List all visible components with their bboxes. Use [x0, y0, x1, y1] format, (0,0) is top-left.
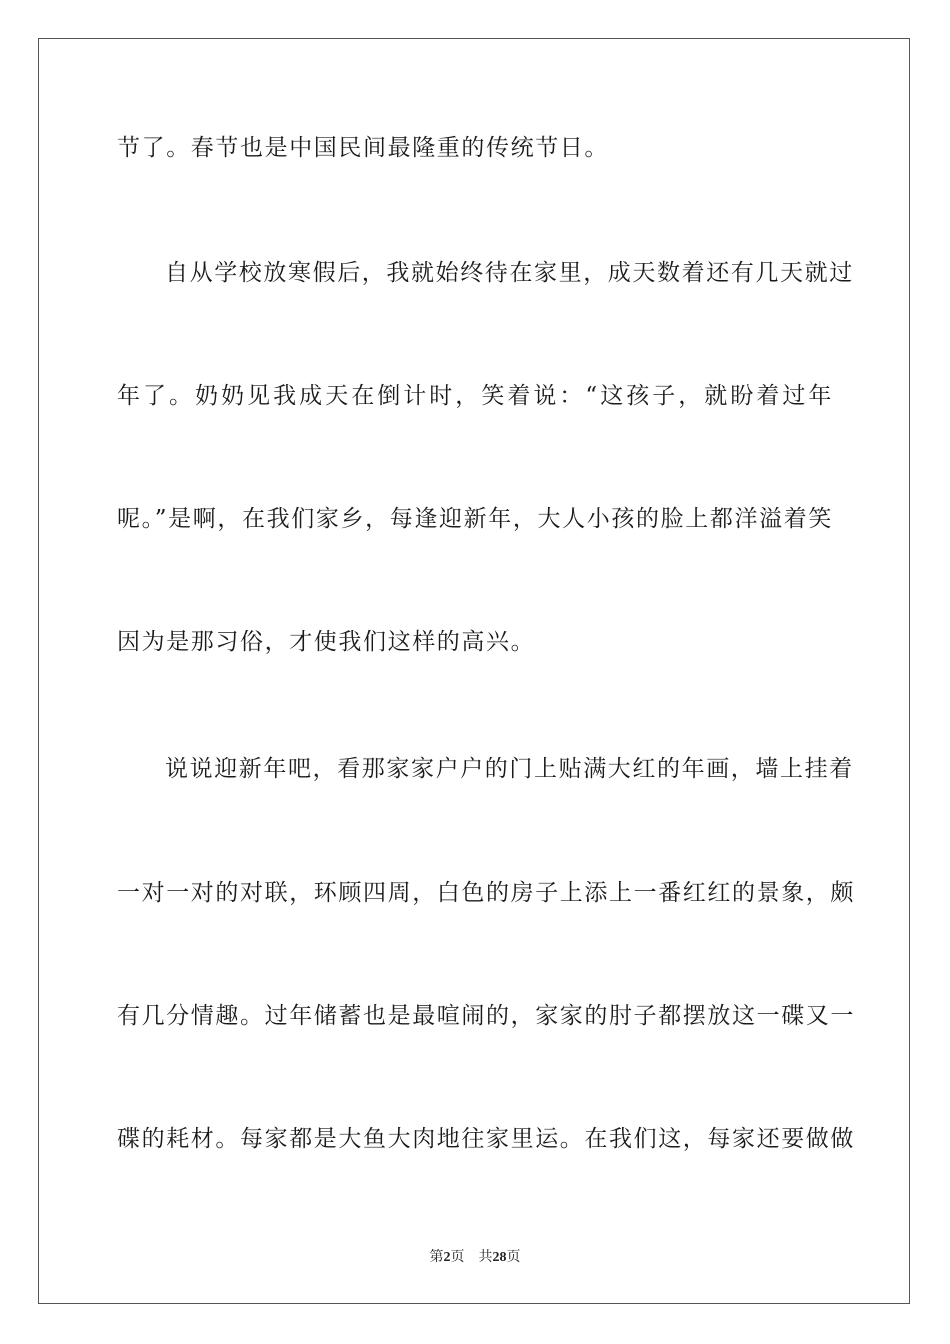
text-line: 自从学校放寒假后，我就始终待在家里，成天数着还有几天就过: [165, 260, 854, 286]
text-line: 呢。”是啊，在我们家乡，每逢迎新年，大人小孩的脸上都洋溢着笑: [117, 506, 833, 532]
text-line: 年了。奶奶见我成天在倒计时，笑着说：“这孩子，就盼着过年: [117, 383, 833, 409]
page-suffix: 页: [450, 1249, 465, 1265]
page-border: [38, 38, 910, 1304]
text-line: 说说迎新年吧，看那家家户户的门上贴满大红的年画，墙上挂着: [165, 756, 854, 782]
text-line: 碟的耗材。每家都是大鱼大肉地往家里运。在我们这，每家还要做做: [117, 1126, 855, 1152]
page-number: 2: [443, 1250, 451, 1265]
page-footer: [0, 1248, 950, 1267]
text-line: 因为是那习俗，才使我们这样的高兴。: [117, 629, 536, 655]
total-pages: 28: [492, 1250, 507, 1265]
text-line: 节了。春节也是中国民间最隆重的传统节日。: [117, 135, 609, 161]
text-line: 有几分情趣。过年储蓄也是最喧闹的，家家的肘子都摆放这一碟又一: [117, 1003, 855, 1029]
text-line: 一对一对的对联，环顾四周，白色的房子上添上一番红红的景象，颇: [117, 880, 855, 906]
page-prefix: 第: [429, 1249, 444, 1265]
total-suffix: 页: [506, 1249, 521, 1265]
total-prefix: 共: [478, 1249, 493, 1265]
